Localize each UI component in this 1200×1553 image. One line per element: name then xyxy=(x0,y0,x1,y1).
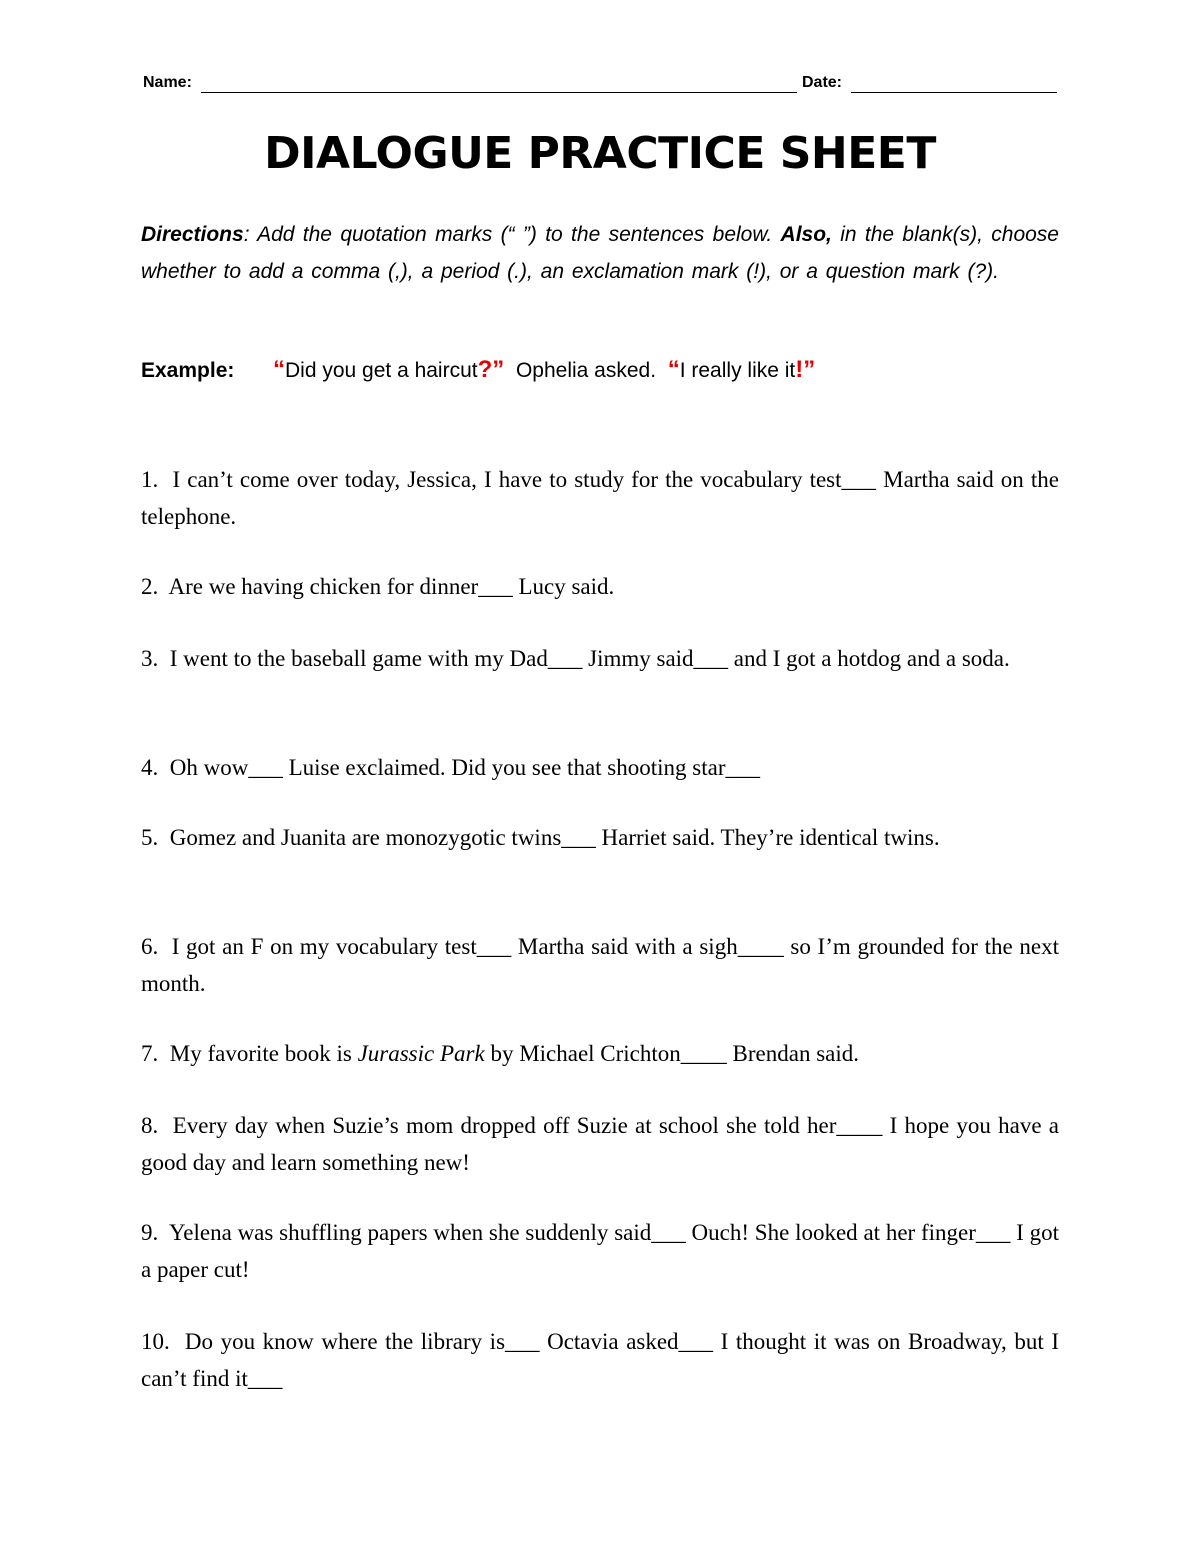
example-text-2: Ophelia asked. xyxy=(504,359,668,382)
example-close-quote-1: ” xyxy=(492,356,505,383)
question-text-after: by Michael Crichton____ Brendan said. xyxy=(484,1041,859,1066)
example-punct-2: ! xyxy=(795,356,804,383)
example-open-quote-2: “ xyxy=(667,356,680,383)
question-number: 3. xyxy=(141,646,159,671)
name-blank-line xyxy=(201,92,797,93)
example-text-1: Did you get a haircut xyxy=(285,359,478,382)
question-4 xyxy=(141,749,1059,786)
question-1 xyxy=(141,461,1059,535)
question-9 xyxy=(141,1214,1059,1288)
question-number: 7. xyxy=(141,1041,159,1066)
question-number: 10. xyxy=(141,1329,170,1354)
directions-text-1: : Add the quotation marks (“ ”) to the sentences below. xyxy=(243,223,781,246)
date-label: Date: xyxy=(802,74,843,91)
question-number: 1. xyxy=(141,467,159,492)
question-text: Oh wow___ Luise exclaimed. Did you see that shooting star___ xyxy=(169,755,760,780)
question-number: 2. xyxy=(141,574,159,599)
question-7 xyxy=(141,1035,1059,1072)
example-line xyxy=(141,354,1059,387)
question-6 xyxy=(141,928,1059,1002)
page-title: DIALOGUE PRACTICE SHEET xyxy=(264,128,936,179)
question-number: 5. xyxy=(141,825,159,850)
date-blank-line xyxy=(851,92,1057,93)
book-title: Jurassic Park xyxy=(357,1041,485,1066)
question-10 xyxy=(141,1323,1059,1397)
example-text-3: I really like it xyxy=(679,359,796,382)
question-text: I got an F on my vocabulary test___ Martha said with a sigh____ so I’m grounded for the next month. xyxy=(141,934,1060,996)
example-label: Example: xyxy=(141,359,235,382)
example-close-quote-2: ” xyxy=(803,356,816,383)
directions-also: Also, xyxy=(780,223,832,246)
example-open-quote-1: “ xyxy=(273,356,285,383)
directions-text-2: in the blank(s), choose whether to add a comma (,), a period (.), an exclamation mark (!), or a question mark (?). xyxy=(141,223,1059,283)
question-3 xyxy=(141,640,1059,677)
question-2 xyxy=(141,568,1059,605)
question-number: 4. xyxy=(141,755,159,780)
name-label: Name: xyxy=(143,74,192,91)
question-text-before: My favorite book is xyxy=(169,1041,358,1066)
question-text: Yelena was shuffling papers when she suddenly said___ Ouch! She looked at her finger___ I got a paper cut! xyxy=(141,1220,1059,1282)
name-date-header xyxy=(143,72,1057,96)
question-number: 6. xyxy=(141,934,159,959)
directions-paragraph xyxy=(141,216,1059,290)
question-5 xyxy=(141,819,1059,856)
question-text: Do you know where the library is___ Octavia asked___ I thought it was on Broadway, but I can’t find it___ xyxy=(141,1329,1059,1391)
question-text: Are we having chicken for dinner___ Lucy said. xyxy=(168,574,615,599)
question-text: I went to the baseball game with my Dad___ Jimmy said___ and I got a hotdog and a soda. xyxy=(169,646,1010,671)
question-text: I can’t come over today, Jessica, I have to study for the vocabulary test___ Martha said on the telephone. xyxy=(141,467,1060,529)
question-text: Every day when Suzie’s mom dropped off Suzie at school she told her____ I hope you have a good day and learn something new! xyxy=(141,1113,1060,1175)
directions-label: Directions xyxy=(141,223,244,246)
question-text: Gomez and Juanita are monozygotic twins___ Harriet said. They’re identical twins. xyxy=(169,825,940,850)
question-8 xyxy=(141,1107,1059,1181)
example-punct-1: ? xyxy=(477,356,493,383)
question-number: 8. xyxy=(141,1113,159,1138)
question-number: 9. xyxy=(141,1220,159,1245)
